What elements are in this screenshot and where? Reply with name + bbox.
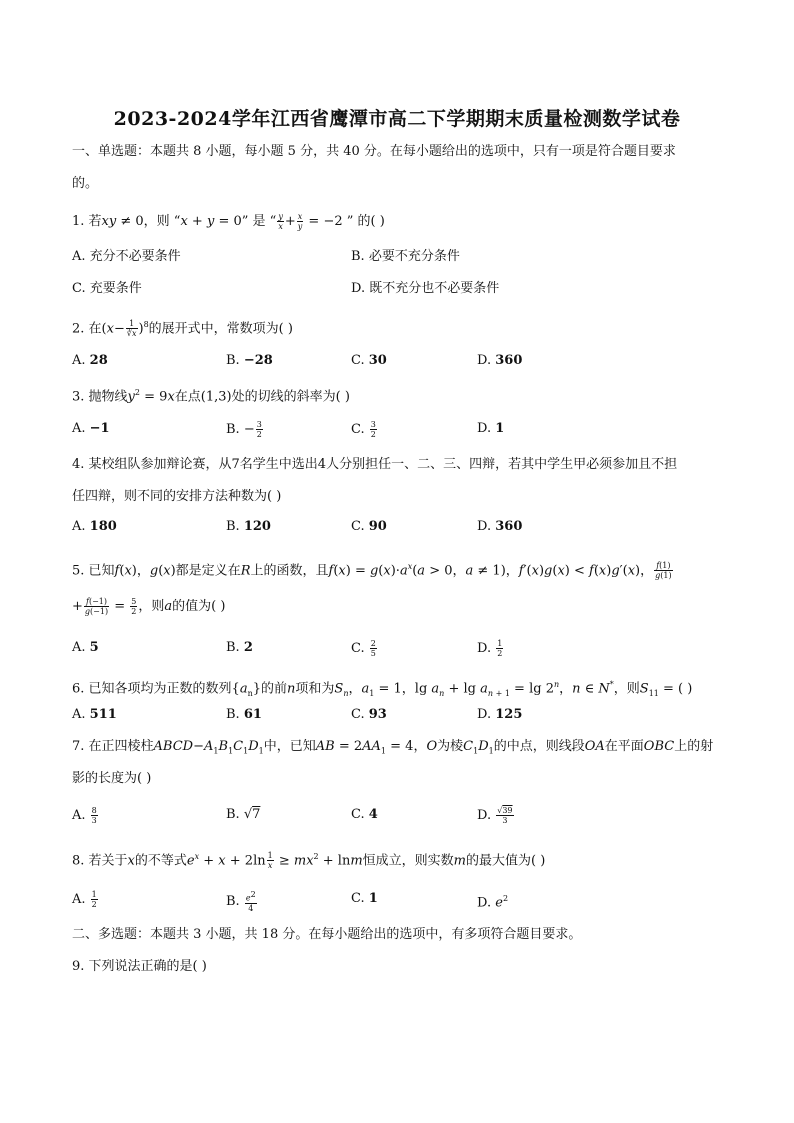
q4-option-d: D. 360 bbox=[477, 519, 523, 534]
q5-b-value: 2 bbox=[243, 640, 253, 655]
q6-d-value: 125 bbox=[495, 707, 523, 722]
q2-a-value: 28 bbox=[89, 353, 108, 368]
question-4-cont: 任四辩，则不同的安排方法种数为( ) bbox=[72, 489, 282, 504]
q8-c-value: 1 bbox=[368, 891, 378, 906]
q2-option-a: A. 28 bbox=[72, 353, 108, 368]
q4-d-value: 360 bbox=[495, 519, 523, 534]
q3-prefix: 3. 抛物线 bbox=[72, 389, 128, 405]
q5-option-d: D. $\frac{1}{2}$ bbox=[477, 639, 503, 658]
q6-option-d: D. 125 bbox=[477, 707, 523, 722]
q3-option-d: D. 1 bbox=[477, 421, 505, 436]
q7-option-c: C. 4 bbox=[351, 807, 378, 822]
q7-c-value: 4 bbox=[368, 807, 378, 822]
q2-option-c: C. 30 bbox=[351, 353, 387, 368]
q2-prefix: 2. 在 bbox=[72, 321, 102, 337]
q2-option-d: D. 360 bbox=[477, 353, 523, 368]
q7-option-b: B. √7 bbox=[226, 807, 261, 822]
q1-prefix: 1. 若 bbox=[72, 214, 102, 229]
q5-option-b: B. 2 bbox=[226, 640, 253, 655]
q8-option-d: D. $e^2$ bbox=[477, 894, 509, 911]
q6-c-value: 93 bbox=[368, 707, 387, 722]
q6-option-a: A. 511 bbox=[72, 707, 117, 722]
q1-option-d: D. 既不充分也不必要条件 bbox=[351, 281, 500, 296]
q1-option-b: B. 必要不充分条件 bbox=[351, 249, 460, 264]
question-8: 8. 若关于x的不等式$e^x + x + 2\ln$ $\frac{1}{x}$ ≥ $mx^2 + \ln m$恒成立，则实数m的最大值为( ) bbox=[72, 851, 546, 871]
q4-option-a: A. 180 bbox=[72, 519, 117, 534]
q4-a-value: 180 bbox=[89, 519, 117, 534]
q7-option-a: A. $\frac{8}{3}$ bbox=[72, 806, 97, 825]
q2-d-value: 360 bbox=[495, 353, 523, 368]
q6-option-b: B. 61 bbox=[226, 707, 262, 722]
q6-prefix: 6. 已知各项均为正数的数列 bbox=[72, 681, 232, 697]
q8-option-b: B. $\frac{e^2}{4}$ bbox=[226, 890, 256, 913]
q2-suffix: 的展开式中，常数项为( ) bbox=[148, 321, 293, 337]
q4-b-value: 120 bbox=[243, 519, 271, 534]
q3-a-value: −1 bbox=[89, 421, 110, 436]
q3-option-b: B. − $\frac{3}{2}$ bbox=[226, 420, 262, 439]
q6-a-value: 511 bbox=[89, 707, 117, 722]
page-title: 2023-2024学年江西省鹰潭市高二下学期期末质量检测数学试卷 bbox=[113, 108, 681, 130]
q5-option-a: A. 5 bbox=[72, 640, 99, 655]
q4-option-b: B. 120 bbox=[226, 519, 271, 534]
question-3: 3. 抛物线$y^2 = 9x$在点(1,3)处的切线的斜率为( ) bbox=[72, 388, 350, 405]
question-1: 1. 若xy ≠ 0，则 “x + y = 0” 是 “ $\frac{y}{x}$ + $\frac{x}{y}$ = −2 ” 的( ) bbox=[72, 212, 385, 231]
q8-prefix: 8. 若关于 bbox=[72, 853, 128, 869]
q5-a-value: 5 bbox=[89, 640, 99, 655]
section-1-header: 一、单选题：本题共 8 小题，每小题 5 分，共 40 分。在每小题给出的选项中，只有一项是符合题目要求 bbox=[72, 144, 676, 159]
section-2-header: 二、多选题：本题共 3 小题，共 18 分。在每小题给出的选项中，有多项符合题目要求。 bbox=[72, 927, 582, 942]
section-1-header-cont: 的。 bbox=[72, 176, 99, 191]
q3-suffix: 处的切线的斜率为( ) bbox=[231, 389, 350, 405]
question-6: 6. 已知各项均为正数的数列$\{a_n\}$的前n项和为$S_n$，$a_1 = 1$，$\lg a_n + \lg a_{n + 1} = \lg 2^n$，n ∈ N*，则$S_{11}$ = ( ) bbox=[72, 680, 693, 698]
q2-b-value: −28 bbox=[243, 353, 273, 368]
q4-option-c: C. 90 bbox=[351, 519, 387, 534]
question-9: 9. 下列说法正确的是( ) bbox=[72, 959, 207, 974]
q6-option-c: C. 93 bbox=[351, 707, 387, 722]
question-5-cont: + $\frac{f(-1)}{g(-1)}$ = $\frac{5}{2}$ ，则a的值为( ) bbox=[72, 597, 226, 616]
q5-prefix: 5. 已知 bbox=[72, 563, 115, 579]
question-5: 5. 已知f(x)，g(x)都是定义在R上的函数，且$f(x) = g(x)\cdot a^x(a > 0$，a ≠ 1)，f′(x)g(x) < f(x)g′(x)， $\frac{f(1)}{g(1)}$ bbox=[72, 561, 672, 581]
q3-option-c: C. $\frac{3}{2}$ bbox=[351, 420, 376, 439]
q2-option-b: B. −28 bbox=[226, 353, 273, 368]
q6-b-value: 61 bbox=[243, 707, 262, 722]
q3-d-value: 1 bbox=[495, 421, 505, 436]
question-7: 7. 在正四棱柱$ABCD-A_1B_1C_1D_1$中，已知AB = $2AA_1 = 4$，O为棱$C_1D_1$的中点，则线段OA在平面OBC上的射 bbox=[72, 739, 714, 756]
question-2: 2. 在(x− $\frac{1}{∛x}$ )$^8$的展开式中，常数项为( ) bbox=[72, 319, 293, 339]
q1-option-c: C. 充要条件 bbox=[72, 281, 142, 296]
q1-option-a: A. 充分不必要条件 bbox=[72, 249, 181, 264]
q3-option-a: A. −1 bbox=[72, 421, 110, 436]
question-7-cont: 影的长度为( ) bbox=[72, 771, 152, 786]
question-4: 4. 某校组队参加辩论赛，从7名学生中选出4人分别担任一、二、三、四辩，若其中学生甲必须参加且不担 bbox=[72, 457, 678, 472]
q8-option-c: C. 1 bbox=[351, 891, 378, 906]
q4-c-value: 90 bbox=[368, 519, 387, 534]
q8-option-a: A. $\frac{1}{2}$ bbox=[72, 890, 97, 909]
q2-c-value: 30 bbox=[368, 353, 387, 368]
q7-option-d: D. $\frac{√39}{3}$ bbox=[477, 806, 513, 825]
q5-option-c: C. $\frac{2}{5}$ bbox=[351, 639, 376, 658]
